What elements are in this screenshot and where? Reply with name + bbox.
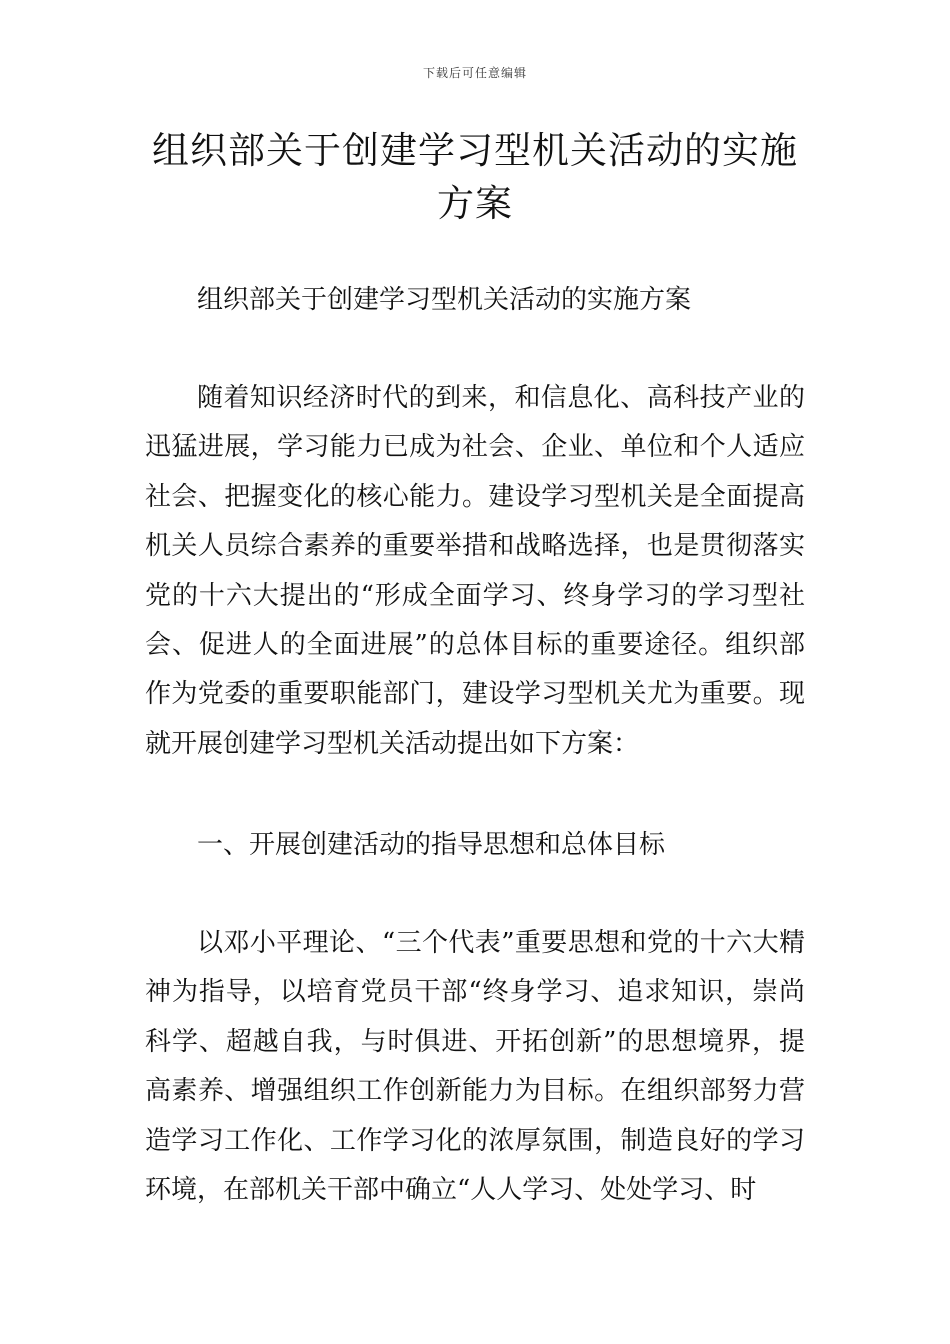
subtitle-paragraph: 组织部关于创建学习型机关活动的实施方案 bbox=[197, 285, 692, 315]
section-heading-guiding-thought: 一、开展创建活动的指导思想和总体目标 bbox=[197, 830, 666, 860]
guiding-thought-paragraph: 以邓小平理论、“三个代表”重要思想和党的十六大精神为指导，以培育党员干部“终身学习、追求知识，崇尚科学、超越自我，与时俱进、开拓创新”的思想境界，提高素养、增强组织工作创新能力为目标。在组织部努力营造学习工作化、工作学习化的浓厚氛围，制造良好的学习环境，在部机关干部中确立“人人学习、处处学习、时 bbox=[145, 928, 805, 1206]
header-note: 下载后可任意编辑 bbox=[422, 66, 527, 80]
intro-paragraph: 随着知识经济时代的到来，和信息化、高科技产业的迅猛进展，学习能力已成为社会、企业、单位和个人适应社会、把握变化的核心能力。建设学习型机关是全面提高机关人员综合素养的重要举措和战略选择，也是贯彻落实党的十六大提出的“形成全面学习、终身学习的学习型社会、促进人的全面进展”的总体目标的重要途径。组织部作为党委的重要职能部门，建设学习型机关尤为重要。现就开展创建学习型机关活动提出如下方案： bbox=[145, 383, 805, 759]
document-title: 组织部关于创建学习型机关活动的实施方案 bbox=[152, 129, 798, 225]
